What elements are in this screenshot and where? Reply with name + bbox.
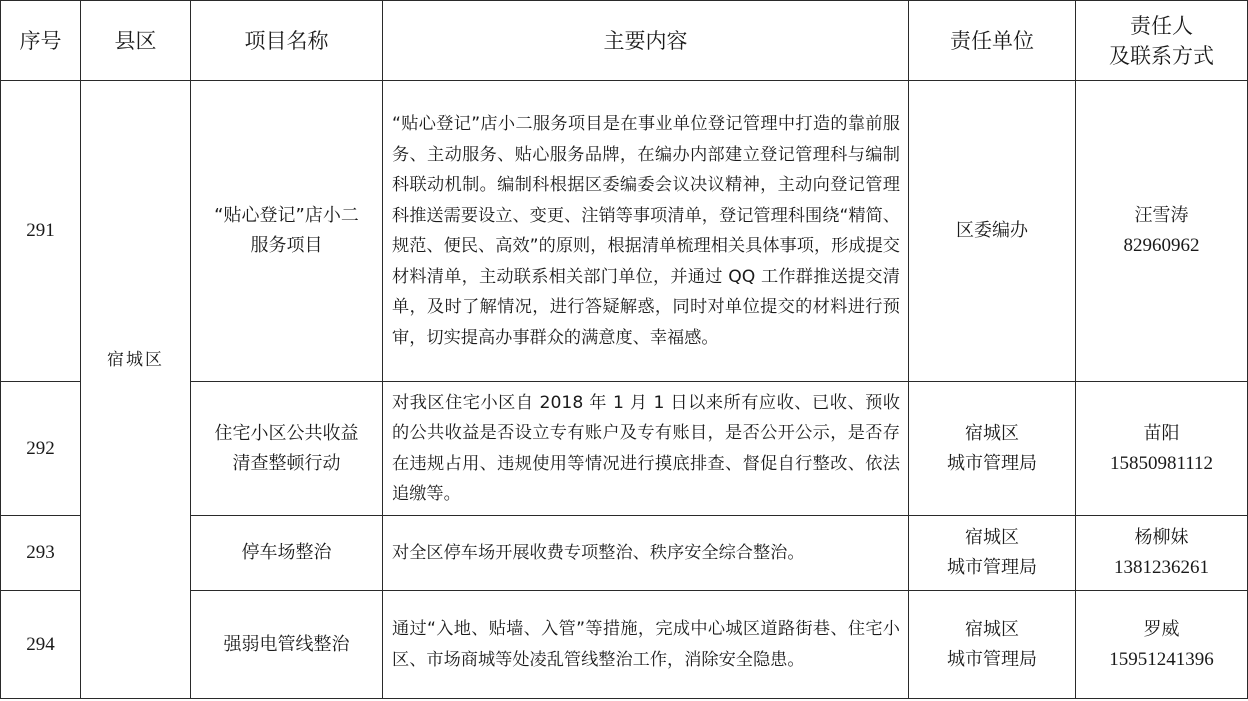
header-district: 县区 — [81, 1, 191, 81]
project-name — [191, 516, 383, 591]
project-content: “贴心登记”店小二服务项目是在事业单位登记管理中打造的靠前服务、主动服务、贴心服务品牌，在编办内部建立登记管理科与编制科联动机制。编制科根据区委编委会议决议精神，主动向登记管理科推送需要设立、变更、注销等事项清单，登记管理科围绕“精简、规范、便民、高效”的原则，根据清单梳理相关具体事项，形成提交材料清单，主动联系相关部门单位，并通过 QQ 工作群推送提交清单，及时了解情况，进行答疑解惑，同时对单位提交的材料进行预审，切实提高办事群众的满意度、幸福感。 — [383, 81, 909, 382]
district-label: 宿城区 — [107, 350, 164, 370]
row-no: 294 — [1, 591, 81, 699]
row-no: 291 — [1, 81, 81, 382]
unit-line: 宿城区 — [965, 422, 1019, 444]
row-no: 293 — [1, 516, 81, 591]
header-content: 主要内容 — [383, 1, 909, 81]
person-name: 汪雪涛 — [1134, 205, 1189, 226]
responsible-person — [1076, 516, 1248, 591]
responsible-person — [1076, 382, 1248, 516]
header-person — [1076, 1, 1248, 81]
responsible-person — [1076, 591, 1248, 699]
responsible-unit — [909, 382, 1076, 516]
district-cell — [81, 81, 191, 699]
responsible-unit — [909, 516, 1076, 591]
unit-line: 宿城区 — [965, 527, 1019, 548]
project-content: 对全区停车场开展收费专项整治、秩序安全综合整治。 — [383, 516, 909, 591]
responsible-person — [1076, 81, 1248, 382]
project-name — [191, 81, 383, 382]
person-phone: 1381236261 — [1114, 557, 1209, 578]
header-person-line-2: 及联系方式 — [1109, 43, 1214, 68]
project-name — [191, 382, 383, 516]
project-name-line: 清查整顿行动 — [232, 452, 341, 474]
unit-line: 宿城区 — [965, 618, 1019, 640]
responsible-unit — [909, 591, 1076, 699]
project-name-line: 强弱电管线整治 — [223, 633, 350, 655]
person-name: 杨柳妹 — [1134, 527, 1189, 548]
person-phone: 15951241396 — [1109, 648, 1214, 670]
person-phone: 15850981112 — [1109, 452, 1214, 474]
unit-line: 城市管理局 — [947, 557, 1037, 578]
row-no: 292 — [1, 382, 81, 516]
project-name — [191, 591, 383, 699]
header-person-line-1: 责任人 — [1130, 13, 1193, 38]
header-unit: 责任单位 — [909, 1, 1076, 81]
table-row — [1, 81, 1248, 382]
project-name-line: 服务项目 — [250, 235, 323, 256]
person-name: 苗阳 — [1143, 422, 1180, 444]
header-no: 序号 — [1, 1, 81, 81]
person-name: 罗威 — [1143, 618, 1180, 640]
person-phone: 82960962 — [1123, 235, 1200, 256]
unit-line: 城市管理局 — [947, 452, 1037, 474]
project-name-line: “贴心登记”店小二 — [214, 205, 359, 226]
project-content: 对我区住宅小区自 2018 年 1 月 1 日以来所有应收、已收、预收的公共收益是否设立专有账户及专有账目，是否公开公示，是否存在违规占用、违规使用等情况进行摸底排查、督促自行整改、依法追缴等。 — [383, 382, 909, 516]
responsible-unit — [909, 81, 1076, 382]
unit-line: 区委编办 — [956, 220, 1028, 241]
project-content: 通过“入地、贴墙、入管”等措施，完成中心城区道路街巷、住宅小区、市场商城等处凌乱管线整治工作，消除安全隐患。 — [383, 591, 909, 699]
header-row — [1, 1, 1248, 81]
project-name-line: 住宅小区公共收益 — [214, 422, 359, 444]
project-name-line: 停车场整治 — [241, 542, 332, 563]
header-project-name: 项目名称 — [191, 1, 383, 81]
unit-line: 城市管理局 — [947, 648, 1037, 670]
